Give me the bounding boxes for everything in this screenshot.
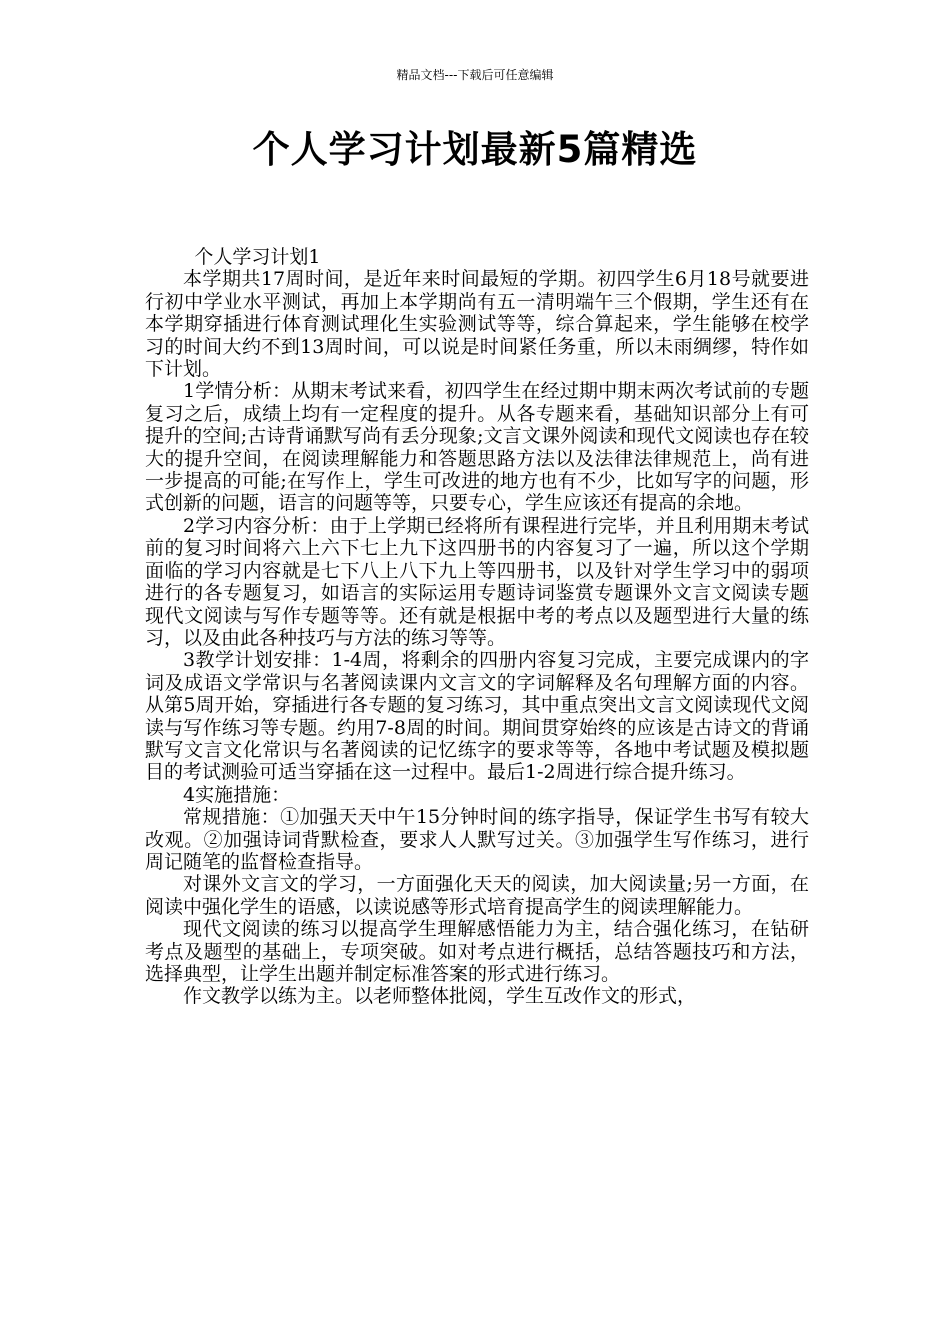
header-note: 精品文档---下载后可任意编辑 (396, 68, 554, 82)
paragraph-content-analysis: 2学习内容分析：由于上学期已经将所有课程进行完毕，并且利用期末考试前的复习时间将六上六下七上九下这四册书的内容复习了一遍，所以这个学期面临的学习内容就是七下八上八下九上等四册书，以及针对学生学习中的弱项进行的各专题复习，如语言的实际运用专题诗词鉴赏专题课外文言文阅读专题现代文阅读与写作专题等等。还有就是根据中考的考点以及题型进行大量的练习，以及由此各种技巧与方法的练习等等。 (145, 514, 809, 649)
paragraph-analysis: 1学情分析：从期末考试来看，初四学生在经过期中期末两次考试前的专题复习之后，成绩上均有一定程度的提升。从各专题来看，基础知识部分上有可提升的空间;古诗背诵默写尚有丢分现象;文言文课外阅读和现代文阅读也存在较大的提升空间，在阅读理解能力和答题思路方法以及法律法律规范上，尚有进一步提高的可能;在写作上，学生可改进的地方也有不少，比如写字的问题，形式创新的问题，语言的问题等等，只要专心，学生应该还有提高的余地。 (145, 380, 809, 515)
paragraph-schedule: 3教学计划安排：1-4周，将剩余的四册内容复习完成，主要完成课内的字词及成语文学常识与名著阅读课内文言文的字词解释及名句理解方面的内容。从第5周开始，穿插进行各专题的复习练习，其中重点突出文言文阅读现代文阅读与写作练习等专题。约用7-8周的时间。期间贯穿始终的应该是古诗文的背诵默写文言文化常识与名著阅读的记忆练字的要求等等，各地中考试题及模拟题目的考试测验可适当穿插在这一过程中。最后1-2周进行综合提升练习。 (145, 649, 809, 784)
paragraph-intro: 本学期共17周时间，是近年来时间最短的学期。初四学生6月18号就要进行初中学业水平测试，再加上本学期尚有五一清明端午三个假期，学生还有在本学期穿插进行体育测试理化生实验测试等等，综合算起来，学生能够在校学习的时间大约不到13周时间，可以说是时间紧任务重，所以未雨绸缪，特作如下计划。 (145, 268, 809, 381)
section-heading: 个人学习计划1 (194, 246, 321, 268)
document-body (145, 246, 809, 1008)
paragraph-classical-reading: 对课外文言文的学习，一方面强化天天的阅读，加大阅读量;另一方面，在阅读中强化学生的语感，以读说感等形式培育提高学生的阅读理解能力。 (145, 873, 809, 918)
paragraph-composition: 作文教学以练为主。以老师整体批阅，学生互改作文的形式， (183, 985, 697, 1008)
paragraph-routine-measures: 常规措施：①加强天天中午15分钟时间的练字指导，保证学生书写有较大改观。②加强诗词背默检查，要求人人默写过关。③加强学生写作练习，进行周记随笔的监督检查指导。 (145, 806, 809, 873)
document-title: 个人学习计划最新5篇精选 (252, 128, 698, 171)
paragraph-modern-reading: 现代文阅读的练习以提高学生理解感悟能力为主，结合强化练习，在钻研考点及题型的基础上，专项突破。如对考点进行概括，总结答题技巧和方法，选择典型，让学生出题并制定标准答案的形式进行练习。 (145, 918, 809, 985)
paragraph-measures-heading: 4实施措施： (183, 783, 291, 806)
